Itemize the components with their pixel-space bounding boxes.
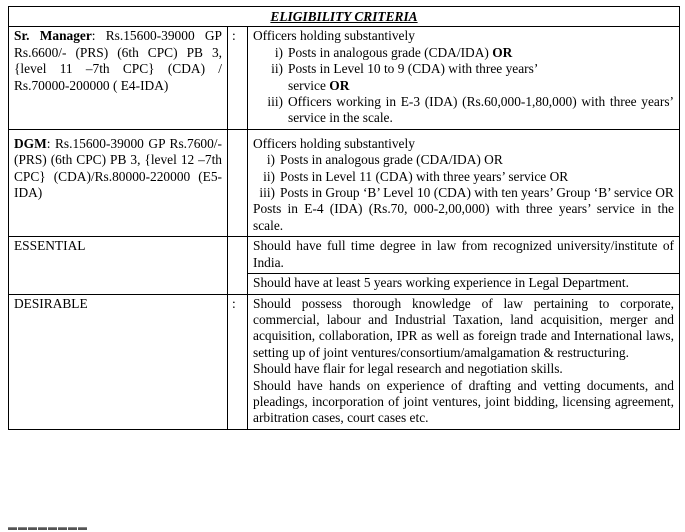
sr-manager-title: Sr. Manager bbox=[14, 28, 92, 44]
sr-manager-criteria bbox=[248, 27, 680, 129]
sr-manager-label bbox=[9, 27, 228, 129]
desirable-label: DESIRABLE bbox=[9, 294, 228, 429]
essential-colon-cell bbox=[228, 237, 248, 294]
item-or: OR bbox=[329, 77, 350, 93]
title-row bbox=[9, 7, 680, 27]
dgm-pay: : Rs.15600-39000 GP Rs.7600/- (PRS) (6th CPC) PB 3, {level 12 –7th CPC} (CDA)/Rs.80000-220000 (E5-IDA) bbox=[14, 135, 222, 201]
item-text: Posts in Level 11 (CDA) with three years’ service OR bbox=[280, 168, 569, 184]
sr-manager-list bbox=[253, 45, 674, 127]
item-number: i) bbox=[274, 44, 283, 60]
essential-item: Should have full time degree in law from recognized university/institute of India. bbox=[248, 237, 680, 274]
sr-manager-pay: : Rs.15600-39000 GP Rs.6600/- (PRS) (6th CPC) PB 3, {level 11 –7th CPC} (CDA) / Rs.70000-200000 ( E4-IDA) bbox=[14, 28, 222, 93]
item-number: i) bbox=[266, 152, 275, 168]
item-number: iii) bbox=[267, 94, 283, 110]
item-text: Posts in analogous grade (CDA/IDA) OR bbox=[280, 152, 503, 168]
essential-item: Should have at least 5 years working experience in Legal Department. bbox=[248, 274, 680, 294]
dgm-row bbox=[9, 129, 680, 236]
desirable-row bbox=[9, 294, 680, 429]
list-item bbox=[253, 185, 674, 201]
item-text-wrap bbox=[283, 45, 674, 61]
desirable-colon: : bbox=[228, 294, 248, 429]
item-text: Posts in Level 10 to 9 (CDA) with three years’ service bbox=[288, 61, 538, 93]
list-item bbox=[253, 61, 674, 94]
item-text: Posts in analogous grade (CDA/IDA) bbox=[288, 44, 489, 60]
dgm-footer: Posts in E-4 (IDA) (Rs.70, 000-2,00,000) with three years’ service in the scale. bbox=[253, 201, 674, 233]
essential-label: ESSENTIAL bbox=[9, 237, 228, 294]
desirable-criteria bbox=[248, 294, 680, 429]
list-item bbox=[253, 169, 674, 185]
sr-manager-colon: : bbox=[228, 27, 248, 129]
dgm-intro: Officers holding substantively bbox=[253, 135, 415, 151]
eligibility-table bbox=[8, 6, 680, 430]
item-number: ii) bbox=[271, 61, 283, 77]
list-item bbox=[253, 152, 674, 168]
cropped-footer-text: ▬▬▬▬▬▬▬▬ bbox=[8, 522, 88, 532]
dgm-criteria bbox=[248, 129, 680, 236]
list-item bbox=[253, 94, 674, 127]
item-or: OR bbox=[492, 44, 513, 60]
dgm-title: DGM bbox=[14, 135, 47, 151]
sr-manager-intro: Officers holding substantively bbox=[253, 28, 415, 44]
dgm-list bbox=[253, 152, 674, 201]
item-number: iii) bbox=[259, 185, 275, 201]
dgm-colon-cell bbox=[228, 129, 248, 236]
list-item bbox=[253, 45, 674, 61]
item-number: ii) bbox=[263, 168, 275, 184]
sr-manager-row bbox=[9, 27, 680, 129]
item-text-wrap bbox=[283, 61, 554, 94]
desirable-paragraph: Should have flair for legal research and negotiation skills. bbox=[253, 361, 563, 377]
essential-row-1 bbox=[9, 237, 680, 274]
desirable-paragraph: Should possess thorough knowledge of law pertaining to corporate, commercial, labour and Industrial Taxation, land acquisition, merger and acquisition, collaboration, IPR as well as foreign trade and International laws, setting up of joint ventures/consortium/amalgamation & restructuring. bbox=[253, 295, 674, 360]
table-title: ELIGIBILITY CRITERIA bbox=[9, 7, 680, 27]
dgm-label bbox=[9, 129, 228, 236]
desirable-paragraph: Should have hands on experience of drafting and vetting documents, and pleadings, incorporation of joint ventures, joint bidding, licensing agreement, arbitration cases, court cases etc. bbox=[253, 377, 674, 426]
item-text: Officers working in E-3 (IDA) (Rs.60,000-1,80,000) with three years’ service in the scale. bbox=[288, 94, 674, 126]
item-text: Posts in Group ‘B’ Level 10 (CDA) with ten years’ Group ‘B’ service OR bbox=[280, 185, 674, 201]
